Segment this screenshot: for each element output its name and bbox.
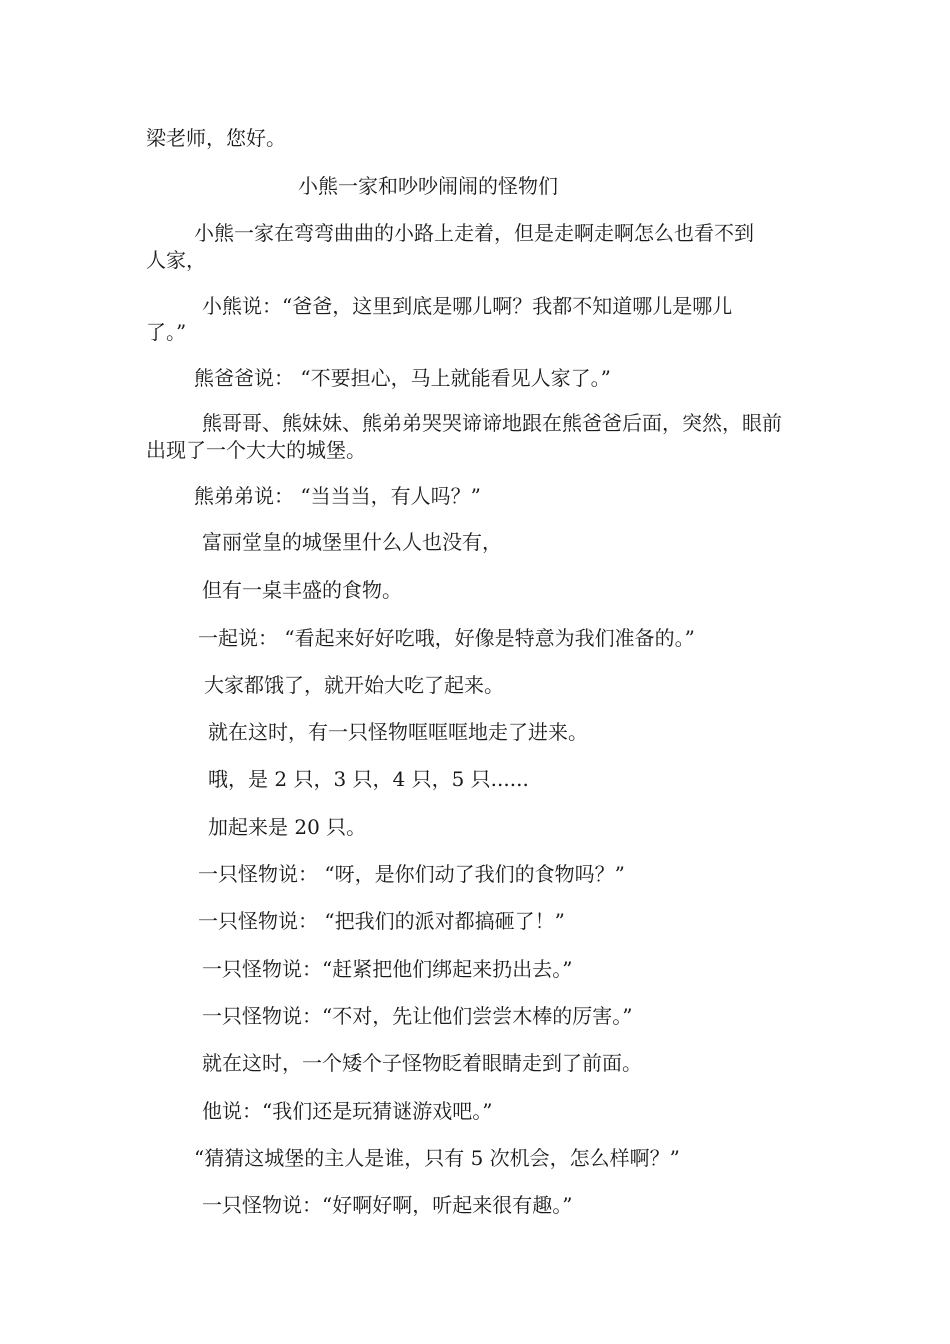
paragraph-line: 加起来是 20 只。: [208, 815, 367, 839]
paragraph-line: 哦，是 2 只，3 只，4 只，5 只......: [208, 767, 529, 791]
paragraph-line: “猜猜这城堡的主人是谁，只有 5 次机会，怎么样啊？”: [194, 1146, 680, 1170]
paragraph-line: 一只怪物说：“不对，先让他们尝尝木棒的厉害。”: [202, 1004, 633, 1028]
paragraph-line: 富丽堂皇的城堡里什么人也没有，: [202, 530, 502, 554]
paragraph-line: 大家都饿了，就开始大吃了起来。: [204, 673, 504, 697]
paragraph-line: 熊哥哥、熊妹妹、熊弟弟哭哭谛谛地跟在熊爸爸后面，突然，眼前: [202, 411, 782, 435]
paragraph-line: 一只怪物说：“好啊好啊，听起来很有趣。”: [202, 1193, 573, 1217]
paragraph-line: 熊爸爸说： “不要担心，马上就能看见人家了。”: [194, 366, 611, 390]
paragraph-line: 熊弟弟说： “当当当，有人吗？”: [194, 484, 481, 508]
paragraph-line: 一只怪物说： “呀，是你们动了我们的食物吗？”: [198, 862, 625, 886]
paragraph-line: 他说：“我们还是玩猜谜游戏吧。”: [202, 1099, 493, 1123]
paragraph-line: 但有一桌丰盛的食物。: [202, 578, 402, 602]
greeting-line: 梁老师，您好。: [146, 126, 286, 150]
paragraph-line: 小熊一家在弯弯曲曲的小路上走着，但是走啊走啊怎么也看不到: [194, 221, 754, 245]
paragraph-line: 就在这时，一个矮个子怪物眨着眼睛走到了前面。: [202, 1051, 642, 1075]
paragraph-line: 了。”: [146, 320, 187, 344]
paragraph-line: 一只怪物说：“赶紧把他们绑起来扔出去。”: [202, 957, 573, 981]
paragraph-line: 就在这时，有一只怪物哐哐哐地走了进来。: [208, 720, 588, 744]
paragraph-line: 小熊说：“爸爸，这里到底是哪儿啊？我都不知道哪儿是哪儿: [202, 294, 733, 318]
paragraph-line: 一只怪物说： “把我们的派对都搞砸了！”: [198, 909, 565, 933]
paragraph-line: 人家，: [146, 248, 206, 272]
paragraph-line: 出现了一个大大的城堡。: [146, 438, 366, 462]
story-title: 小熊一家和吵吵闹闹的怪物们: [298, 174, 558, 198]
paragraph-line: 一起说： “看起来好好吃哦，好像是特意为我们准备的。”: [198, 626, 695, 650]
